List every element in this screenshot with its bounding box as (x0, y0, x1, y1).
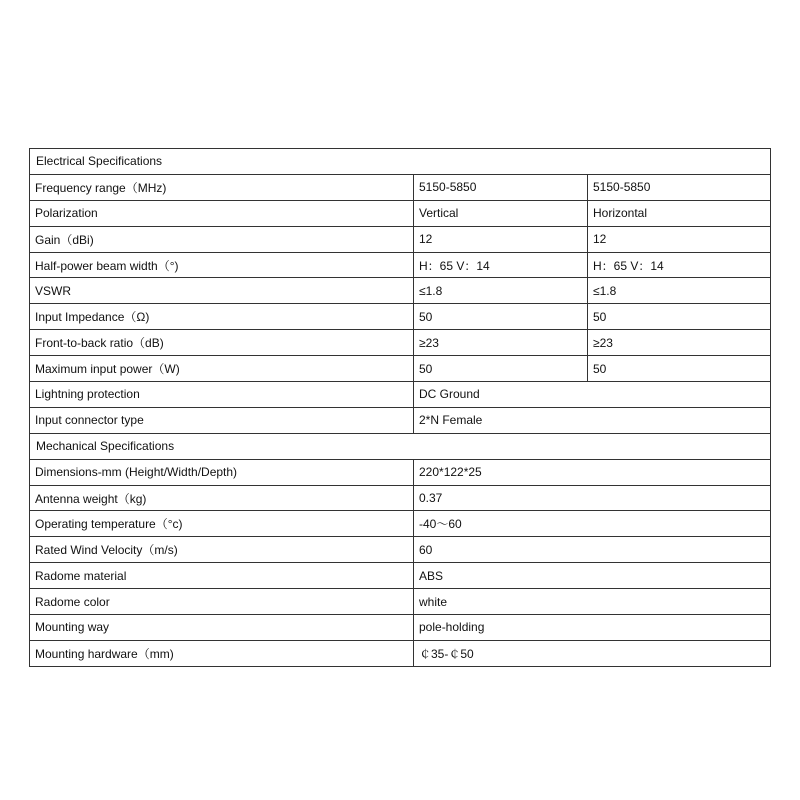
spec-label: Mounting way (30, 615, 414, 641)
spec-value-vertical: 50 (414, 304, 588, 330)
table-row (30, 459, 771, 485)
spec-value-horizontal: 12 (588, 226, 771, 252)
spec-label: Radome material (30, 563, 414, 589)
table-row (30, 174, 771, 200)
spec-label: Input Impedance（Ω) (30, 304, 414, 330)
spec-value-vertical: 5150-5850 (414, 174, 588, 200)
spec-value-vertical: ≤1.8 (414, 278, 588, 304)
spec-value-horizontal: ≥23 (588, 330, 771, 356)
spec-value-horizontal: 50 (588, 356, 771, 382)
spec-value: pole-holding (414, 615, 771, 641)
spec-label: Operating temperature（°c) (30, 511, 414, 537)
spec-value: ￠35-￠50 (414, 640, 771, 666)
table-row (30, 304, 771, 330)
spec-label: Radome color (30, 589, 414, 615)
table-row (30, 226, 771, 252)
table-row (30, 407, 771, 433)
mechanical-specifications-heading: Mechanical Specifications (30, 433, 771, 459)
spec-value: DC Ground (414, 382, 771, 408)
spec-value: 2*N Female (414, 407, 771, 433)
spec-label: Mounting hardware（mm) (30, 640, 414, 666)
spec-label: Maximum input power（W) (30, 356, 414, 382)
spec-label: Dimensions-mm (Height/Width/Depth) (30, 459, 414, 485)
spec-value: ABS (414, 563, 771, 589)
spec-label: Rated Wind Velocity（m/s) (30, 537, 414, 563)
section-header-row (30, 149, 771, 175)
spec-label: Frequency range（MHz) (30, 174, 414, 200)
table-row (30, 485, 771, 511)
spec-value-horizontal: Horizontal (588, 200, 771, 226)
spec-value: white (414, 589, 771, 615)
spec-label: Half-power beam width（°) (30, 252, 414, 278)
table-row (30, 640, 771, 666)
spec-value-vertical: Vertical (414, 200, 588, 226)
spec-value: 0.37 (414, 485, 771, 511)
table-row (30, 382, 771, 408)
table-row (30, 563, 771, 589)
spec-value-horizontal: 50 (588, 304, 771, 330)
spec-value-vertical: 50 (414, 356, 588, 382)
section-header-row (30, 433, 771, 459)
spec-value-vertical: H：65 V：14 (414, 252, 588, 278)
table-row (30, 200, 771, 226)
spec-value-horizontal: H：65 V：14 (588, 252, 771, 278)
spec-value-horizontal: 5150-5850 (588, 174, 771, 200)
table-row (30, 330, 771, 356)
spec-value-vertical: 12 (414, 226, 588, 252)
table-row (30, 278, 771, 304)
table-row (30, 537, 771, 563)
antenna-spec-table (29, 148, 771, 667)
electrical-specifications-heading: Electrical Specifications (30, 149, 771, 175)
spec-label: Front-to-back ratio（dB) (30, 330, 414, 356)
spec-label: VSWR (30, 278, 414, 304)
table-row (30, 511, 771, 537)
table-row (30, 615, 771, 641)
spec-value-vertical: ≥23 (414, 330, 588, 356)
spec-value: 60 (414, 537, 771, 563)
table-row (30, 252, 771, 278)
spec-value-horizontal: ≤1.8 (588, 278, 771, 304)
spec-value: 220*122*25 (414, 459, 771, 485)
table-row (30, 589, 771, 615)
table-row (30, 356, 771, 382)
spec-label: Polarization (30, 200, 414, 226)
spec-label: Lightning protection (30, 382, 414, 408)
spec-label: Antenna weight（kg) (30, 485, 414, 511)
spec-label: Input connector type (30, 407, 414, 433)
spec-label: Gain（dBi) (30, 226, 414, 252)
spec-value: -40～60 (414, 511, 771, 537)
